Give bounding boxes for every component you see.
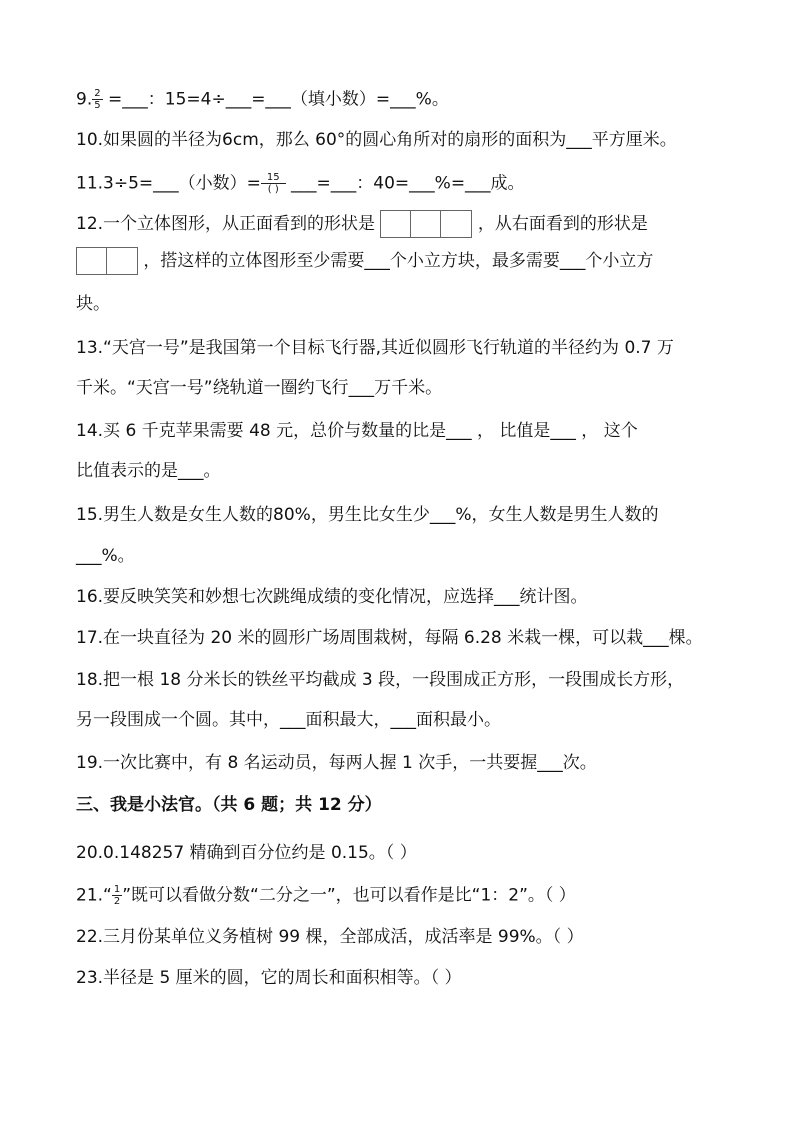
fraction-numerator: 1 [113,884,121,895]
question-22: 22.三月份某单位义务植树 99 棵，全部成活，成活率是 99%。（ ） [76,927,584,947]
question-9-number: 9. [76,89,93,110]
question-20: 20.0.148257 精确到百分位约是 0.15。（ ） [76,843,417,863]
question-12-text-b: ，从右面看到的形状是 [477,214,648,234]
question-14-line-2: 比值表示的是___。 [76,461,221,481]
question-19: 19.一次比赛中，有 8 名运动员，每两人握 1 次手，一共要握___次。 [76,753,597,773]
question-12-line-2 [76,247,653,275]
question-14-line-1: 14.买 6 千克苹果需要 48 元，总价与数量的比是___ ， 比值是___ ， 这个 [76,421,638,441]
question-11-text-b: ___=___：40=___%=___成。 [285,173,525,194]
question-23: 23.半径是 5 厘米的圆，它的周长和面积相等。（ ） [76,968,462,988]
fraction-denominator: ( ) [267,184,279,195]
question-12-text-a: 12.一个立体图形，从正面看到的形状是 [76,214,376,234]
question-16: 16.要反映笑笑和妙想七次跳绳成绩的变化情况，应选择___统计图。 [76,587,588,607]
question-11-text-a: 11.3÷5=___（小数）= [76,173,261,194]
question-15-line-2: ___%。 [76,546,135,566]
question-13-line-1: 13.“天宫一号”是我国第一个目标飞行器,其近似圆形飞行轨道的半径约为 0.7 万 [76,338,674,358]
fraction-15-blank [261,172,286,195]
question-13-line-2: 千米。“天宫一号”绕轨道一圈约飞行___万千米。 [76,378,443,398]
fraction-denominator: 5 [94,100,101,111]
question-18-line-2: 另一段围成一个圆。其中，___面积最大，___面积最小。 [76,710,501,730]
right-view-figure [76,247,138,275]
question-11 [76,172,525,195]
fraction-2-5 [92,88,102,111]
fraction-denominator: 2 [113,896,121,907]
question-21-text: ”既可以看做分数“二分之一”，也可以看作是比“1：2”。（ ） [122,885,576,906]
section-3-heading: 三、我是小法官。（共 6 题；共 12 分） [76,795,382,815]
question-18-line-1: 18.把一根 18 分米长的铁丝平均截成 3 段，一段围成正方形，一段围成长方形， [76,670,685,690]
question-12-line-1 [76,210,648,238]
question-12-text-c: ，搭这样的立体图形至少需要___个小立方块，最多需要___个小立方 [143,251,654,271]
question-9 [76,88,449,111]
question-17: 17.在一块直径为 20 米的圆形广场周围栽树，每隔 6.28 米栽一棵，可以栽___棵。 [76,628,703,648]
front-view-figure [380,210,472,238]
question-12-line-3: 块。 [76,294,110,314]
question-15-line-1: 15.男生人数是女生人数的80%，男生比女生少___%，女生人数是男生人数的 [76,505,659,525]
fraction-numerator: 15 [261,172,286,184]
fraction-1-2 [112,884,122,907]
question-9-text: =___：15=4÷___=___（填小数）=___%。 [102,89,449,110]
fraction-numerator: 2 [94,88,101,99]
question-10: 10.如果圆的半径为6cm，那么 60°的圆心角所对的扇形的面积为___平方厘米。 [76,130,677,150]
question-21 [76,884,576,907]
question-21-number: 21.“ [76,885,112,906]
